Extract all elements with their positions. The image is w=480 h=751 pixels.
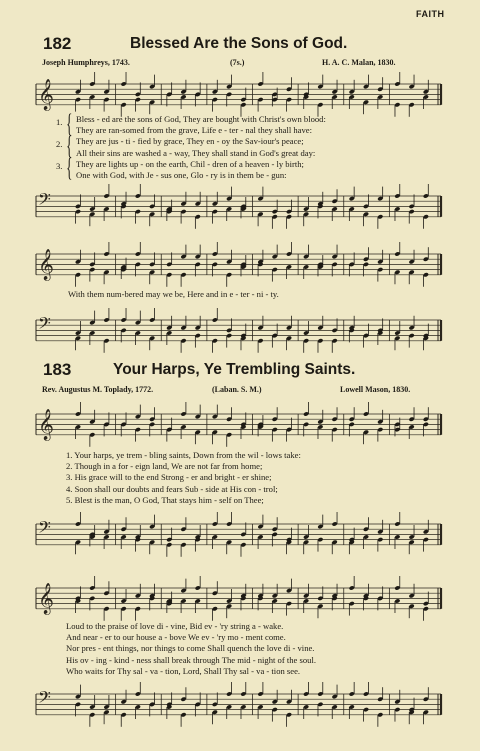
treble-staff-183-a xyxy=(36,404,448,444)
treble-clef: 𝄞 xyxy=(38,409,54,440)
brace: { xyxy=(66,109,73,138)
verses-182 xyxy=(76,114,438,181)
verse-line: Bless - ed are the sons of God, They are bought with Christ's own blood: xyxy=(76,114,326,124)
bass-staff-183-a xyxy=(36,514,448,554)
verse-number: 2. xyxy=(56,139,63,149)
refrain-182: With them num-bered may we be, Here and in e - ter - ni - ty. xyxy=(68,289,279,299)
verse-line: 1. Your harps, ye trem - bling saints, Down from the wil - lows take: xyxy=(66,450,301,460)
verse-line: Loud to the praise of love di - vine, Bid ev - 'ry string a - wake. xyxy=(66,621,284,631)
hymn-title-182: Blessed Are the Sons of God. xyxy=(130,35,348,52)
verse-line: One with God, with Je - sus one, Glo - ry is in them be - gun: xyxy=(76,169,287,180)
hymn-title-183: Your Harps, Ye Trembling Saints. xyxy=(113,361,356,378)
verse-number: 3. xyxy=(56,161,63,171)
verse-line: His ov - ing - kind - ness shall break through The mid - night of the soul. xyxy=(66,654,316,665)
verse-line: 2. Though in a for - eign land, We are not far from home; xyxy=(66,461,263,472)
bass-clef: 𝄢 xyxy=(38,313,51,337)
verse-line: 4. Soon shall our doubts and fears Sub - side at His con - trol; xyxy=(66,483,278,494)
hymn-composer-182: H. A. C. Malan, 1830. xyxy=(322,58,396,67)
bass-clef: 𝄢 xyxy=(38,189,51,213)
brace: { xyxy=(66,131,73,160)
bass-staff-183-b xyxy=(36,684,448,724)
verses-183-b xyxy=(66,621,316,677)
treble-staff-183-b xyxy=(36,578,448,618)
treble-clef: 𝄞 xyxy=(38,249,54,280)
bass-clef: 𝄢 xyxy=(38,687,51,711)
verse-line: They are lights up - on the earth, Chil - dren of a heaven - ly birth; xyxy=(76,158,304,169)
treble-clef: 𝄞 xyxy=(38,79,54,110)
bass-clef: 𝄢 xyxy=(38,517,51,541)
hymn-author-183: Rev. Augustus M. Toplady, 1772. xyxy=(42,385,154,394)
bass-staff-182-b xyxy=(36,310,448,350)
treble-staff-182-a xyxy=(36,74,448,114)
verse-line: They are ran-somed from the grave, Life e - ter - nal they shall have: xyxy=(76,125,312,136)
treble-staff-182-b xyxy=(36,244,448,284)
hymn-meter-183: (Laban. S. M.) xyxy=(212,385,262,394)
treble-clef: 𝄞 xyxy=(38,583,54,614)
verse-line: 5. Blest is the man, O God, That stays him - self on Thee; xyxy=(66,494,264,505)
verse-line: 3. His grace will to the end Strong - er and bright - er shine; xyxy=(66,472,272,483)
hymn-number-183: 183 xyxy=(43,360,72,379)
verse-line: Nor pres - ent things, nor things to come Shall quench the love di - vine. xyxy=(66,643,315,654)
verses-183-a xyxy=(66,450,301,506)
verse-line: Who waits for Thy sal - va - tion, Lord, Shall Thy sal - va - tion see. xyxy=(66,665,301,676)
verse-line: All their sins are washed a - way, They shall stand in God's great day: xyxy=(76,147,316,158)
bass-staff-182-a xyxy=(36,186,448,226)
brace: { xyxy=(66,153,73,182)
hymn-number-182: 182 xyxy=(43,34,72,53)
hymn-composer-183: Lowell Mason, 1830. xyxy=(340,385,411,394)
verse-line: And near - er to our house a - bove We ev - 'ry mo - ment come. xyxy=(66,632,286,643)
hymn-author-182: Joseph Humphreys, 1743. xyxy=(42,58,130,67)
verse-line: They are jus - ti - fied by grace, They en - oy the Sav-iour's peace; xyxy=(76,136,304,147)
hymn-meter-182: (7s.) xyxy=(230,58,245,67)
section-heading: FAITH xyxy=(416,9,445,19)
verse-number: 1. xyxy=(56,117,63,127)
